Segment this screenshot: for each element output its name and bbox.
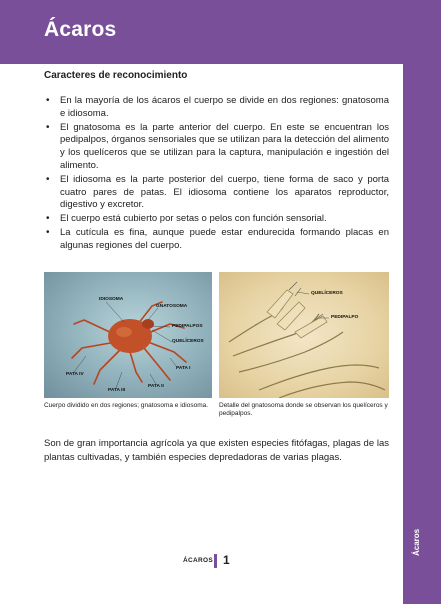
body-paragraph: Son de gran importancia agrícola ya que existen especies fitófagas, plagas de las plantas cultivadas, y también especies depredadoras de varias plagas. — [44, 438, 389, 463]
sidebar-band — [403, 64, 441, 604]
label-pata-3: PATA III — [108, 388, 126, 393]
label-gnatosoma: GNATOSOMA — [156, 304, 188, 309]
section-title: Caracteres de reconocimiento — [44, 70, 188, 81]
label-pedipalpos: PEDIPALPOS — [172, 324, 203, 329]
gnatosoma-detail-photo — [219, 272, 389, 398]
footer-divider — [214, 554, 217, 568]
main-content — [44, 70, 389, 254]
page-number: 1 — [223, 553, 230, 567]
mite-illustration — [44, 272, 212, 398]
bullet-item: • La cutícula es fina, aunque puede estar endurecida formando placas en algunas regiones del cuerpo. — [44, 227, 389, 253]
bullet-list — [44, 95, 389, 253]
header-band — [0, 0, 441, 64]
gnatosoma-illustration — [219, 272, 389, 398]
bullet-item: • El cuerpo está cubierto por setas o pelos con función sensorial. — [44, 213, 389, 226]
figure-caption: Detalle del gnatosoma donde se observan los quelíceros y pedipalpos. — [219, 402, 388, 417]
figures-row — [44, 272, 389, 418]
label-pata-2: PATA II — [148, 384, 164, 389]
figure-caption: Cuerpo dividido en dos regiones; gnatosoma e idiosoma. — [44, 402, 209, 409]
label-pata-1: PATA I — [176, 366, 191, 371]
bullet-item: • El idiosoma es la parte posterior del cuerpo, tiene forma de saco y porta cuatro pares de patas. El idiosoma contiene los aparatos reproductor, digestivo y excretor. — [44, 174, 389, 212]
page-title: Ácaros — [44, 18, 117, 41]
label-queliceros: QUELÍCEROS — [172, 339, 204, 344]
label-idiosoma: IDIOSOMA — [99, 297, 124, 302]
mite-body-photo — [44, 272, 212, 398]
label-pata-4: PATA IV — [66, 372, 84, 377]
sidebar-label: Ácaros — [412, 528, 421, 556]
footer-section: ÁCAROS — [183, 557, 213, 564]
bullet-item: • El gnatosoma es la parte anterior del cuerpo. En este se encuentran los pedipalpos, órganos sensoriales que se utilizan para la detección del alimento y los quelíceros que se utilizan para la captura, manipulación e ingestión del alimento. — [44, 122, 389, 173]
label-queliceros-detail: QUELÍCEROS — [311, 291, 343, 296]
label-pedipalpo: PEDIPALPO — [331, 315, 359, 320]
bullet-item: • En la mayoría de los ácaros el cuerpo se divide en dos regiones: gnatosoma e idiosoma. — [44, 95, 389, 121]
